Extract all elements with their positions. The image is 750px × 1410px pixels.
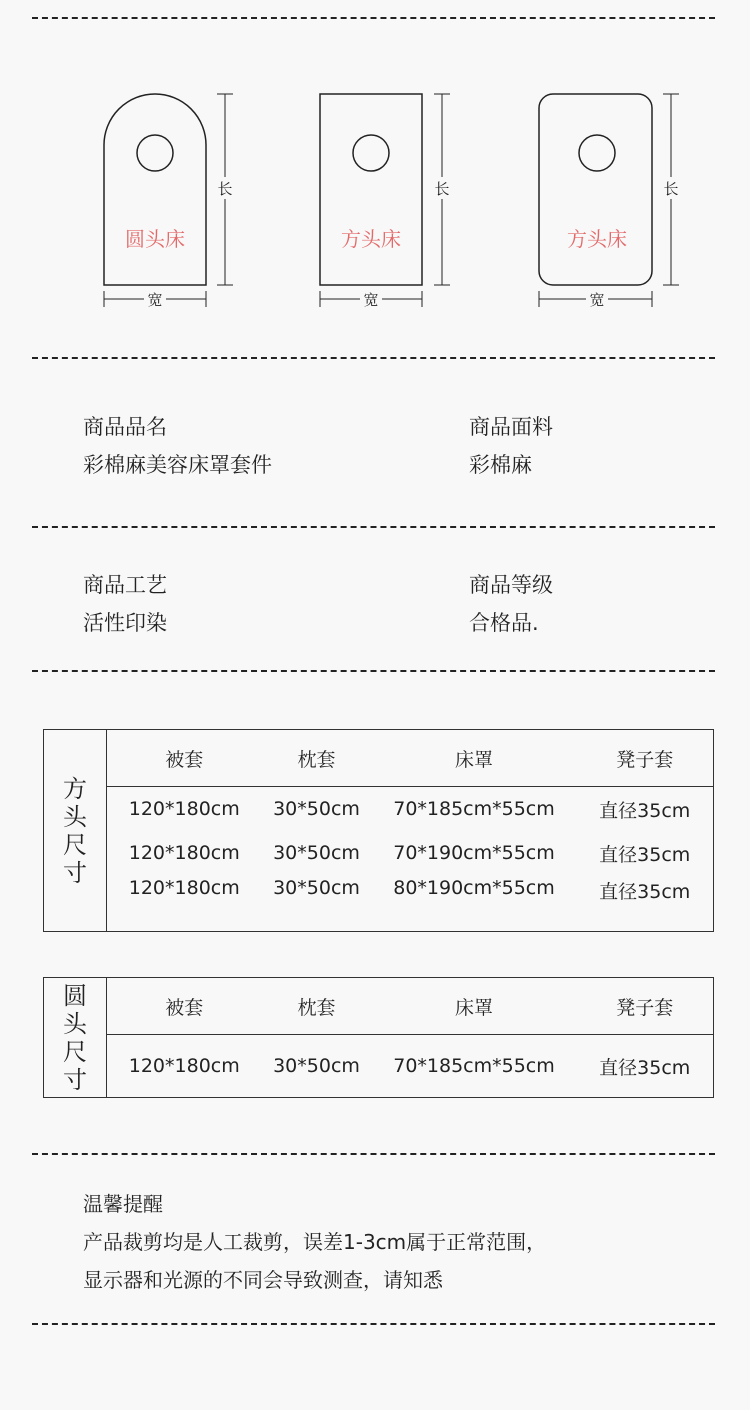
rounded-square-bed-diagram bbox=[539, 94, 682, 309]
square-head-size-table bbox=[43, 729, 714, 932]
width-label: 宽 bbox=[147, 291, 163, 309]
square-head-bed-diagram bbox=[320, 94, 453, 309]
table-cell: 30*50cm bbox=[273, 798, 360, 820]
table-cell: 70*190cm*55cm bbox=[393, 842, 555, 864]
product-craft-block bbox=[83, 566, 167, 642]
table-cell: 30*50cm bbox=[273, 842, 360, 864]
notice-block bbox=[83, 1185, 546, 1299]
product-grade-value: 合格品. bbox=[469, 611, 539, 635]
bed-shape-diagrams bbox=[0, 80, 750, 320]
round-head-bed-diagram bbox=[104, 94, 236, 309]
table-cell: 120*180cm bbox=[128, 877, 240, 899]
bed-type-label: 方头床 bbox=[341, 227, 401, 251]
notice-line: 产品裁剪均是人工裁剪，误差1-3cm属于正常范围， bbox=[83, 1230, 547, 1254]
column-header: 被套 bbox=[107, 978, 262, 1035]
table-cell: 30*50cm bbox=[273, 877, 360, 899]
product-fabric-key: 商品面料 bbox=[469, 415, 553, 439]
product-grade-block bbox=[469, 566, 553, 642]
column-header: 被套 bbox=[107, 730, 262, 787]
product-name-value: 彩棉麻美容床罩套件 bbox=[83, 453, 272, 477]
notice-line: 显示器和光源的不同会导致测查，请知悉 bbox=[83, 1268, 443, 1292]
table-cell: 70*185cm*55cm bbox=[393, 798, 555, 820]
length-label: 长 bbox=[217, 180, 233, 198]
table-cell: 120*180cm bbox=[128, 798, 240, 820]
table-cell: 直径35cm bbox=[599, 799, 691, 822]
product-grade-key: 商品等级 bbox=[469, 573, 553, 597]
product-name-key: 商品品名 bbox=[83, 415, 167, 439]
table-cell: 直径35cm bbox=[599, 1056, 691, 1079]
table-cell: 120*180cm bbox=[128, 1055, 240, 1077]
table-cell: 直径35cm bbox=[599, 881, 691, 903]
width-label: 宽 bbox=[363, 291, 379, 309]
table-cell: 30*50cm bbox=[273, 1055, 360, 1077]
round-head-size-table bbox=[43, 977, 714, 1098]
length-label: 长 bbox=[663, 180, 679, 198]
table-row bbox=[44, 1035, 714, 1098]
table-side-label: 圆头尺寸 bbox=[44, 978, 107, 1098]
table-header-row bbox=[44, 730, 714, 787]
notice-title: 温馨提醒 bbox=[83, 1192, 163, 1216]
bed-type-label: 圆头床 bbox=[125, 227, 185, 251]
table-row bbox=[44, 831, 714, 875]
divider bbox=[32, 357, 715, 359]
table-row bbox=[44, 875, 714, 932]
column-header: 床罩 bbox=[372, 978, 577, 1035]
column-header: 凳子套 bbox=[577, 730, 714, 787]
table-cell: 直径35cm bbox=[599, 843, 691, 866]
divider bbox=[32, 670, 715, 672]
product-name-block bbox=[83, 408, 272, 484]
product-craft-value: 活性印染 bbox=[83, 611, 167, 635]
product-fabric-value: 彩棉麻 bbox=[469, 453, 532, 477]
divider bbox=[32, 526, 715, 528]
table-row bbox=[44, 787, 714, 832]
table-header-row bbox=[44, 978, 714, 1035]
column-header: 床罩 bbox=[372, 730, 577, 787]
column-header: 枕套 bbox=[262, 730, 372, 787]
product-craft-key: 商品工艺 bbox=[83, 573, 167, 597]
divider bbox=[32, 17, 715, 19]
table-side-label: 方头尺寸 bbox=[44, 730, 107, 932]
product-fabric-block bbox=[469, 408, 553, 484]
table-cell: 120*180cm bbox=[128, 842, 240, 864]
table-cell: 70*185cm*55cm bbox=[393, 1055, 555, 1077]
column-header: 凳子套 bbox=[577, 978, 714, 1035]
divider bbox=[32, 1153, 715, 1155]
bed-type-label: 方头床 bbox=[567, 227, 627, 251]
width-label: 宽 bbox=[589, 291, 605, 309]
column-header: 枕套 bbox=[262, 978, 372, 1035]
length-label: 长 bbox=[434, 180, 450, 198]
table-cell: 80*190cm*55cm bbox=[393, 877, 555, 899]
divider bbox=[32, 1323, 715, 1325]
